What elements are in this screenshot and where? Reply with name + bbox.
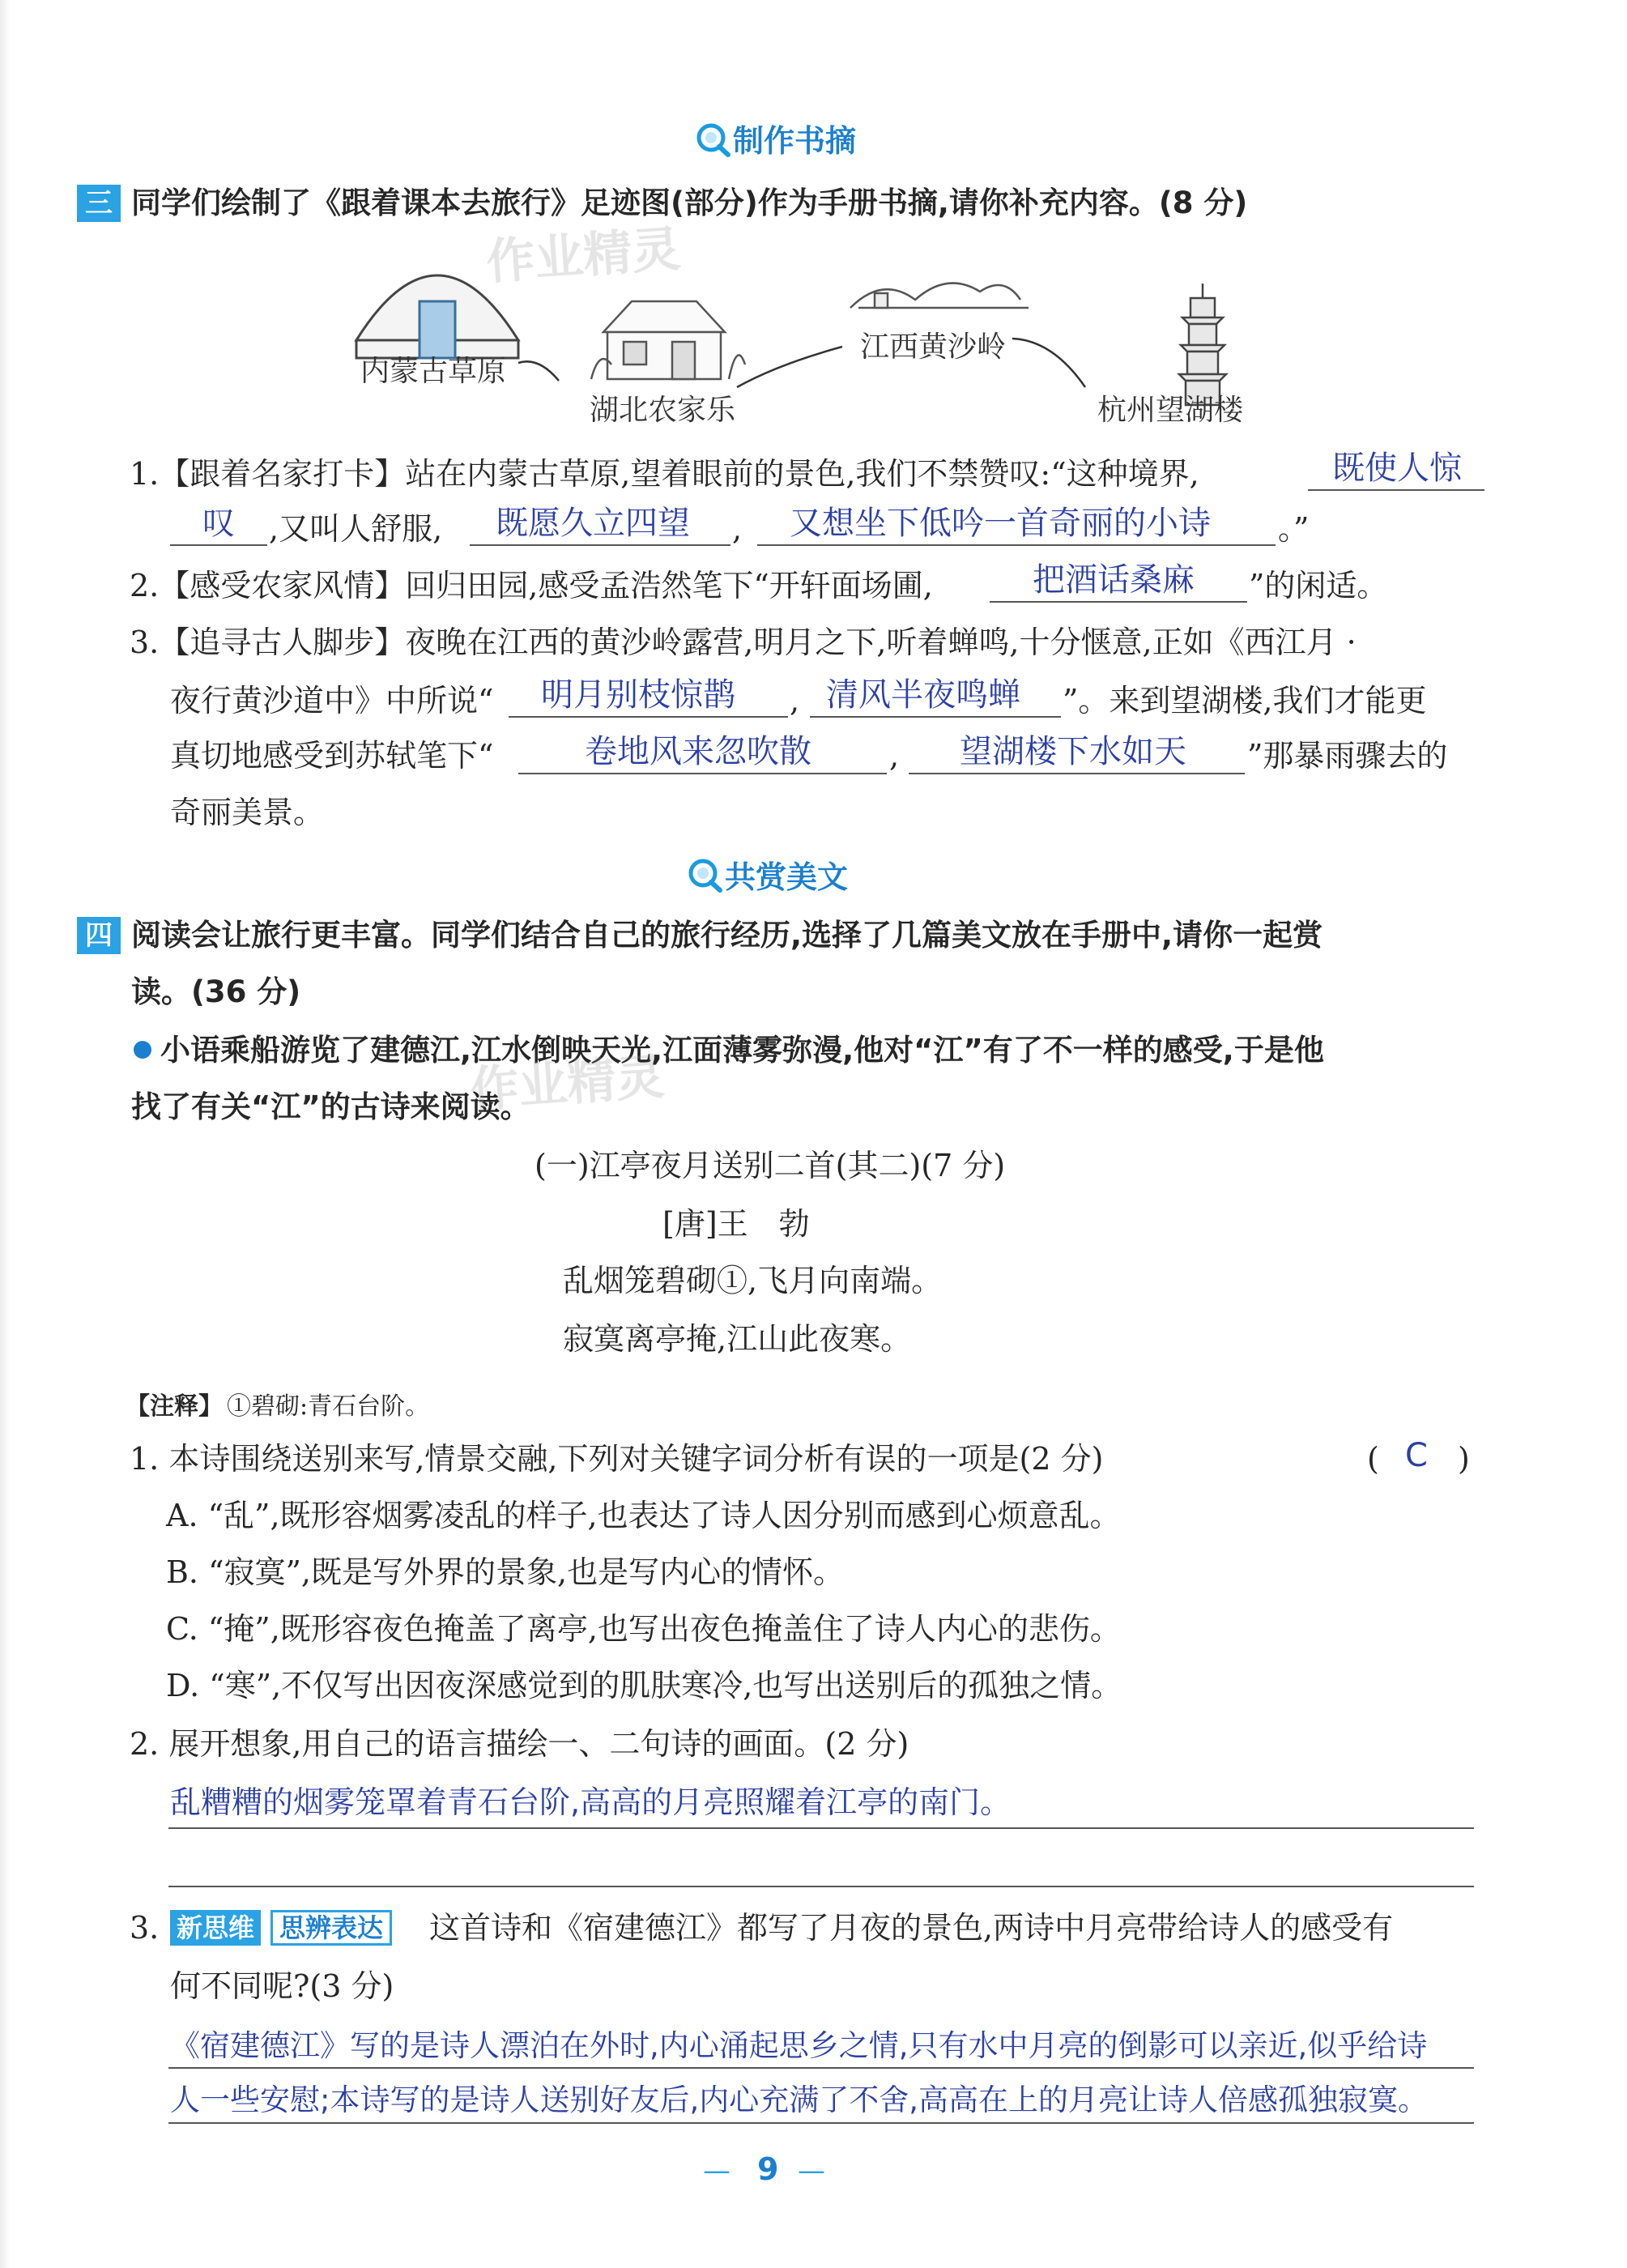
blank-line — [990, 601, 1247, 603]
q3-item2-answer: 把酒话桑麻 — [1033, 561, 1195, 599]
watermark: 作业精灵 — [468, 1048, 667, 1119]
q3-item3-answer1: 明月别枝惊鹊 — [541, 676, 735, 714]
q3-item1-line1: 1.【跟着名家打卡】站在内蒙古草原,望着眼前的景色,我们不禁赞叹:“这种境界, — [130, 456, 1199, 492]
q3-item1-text-c: , — [732, 511, 743, 547]
map-node-inner-mongolia: 内蒙古草原 — [360, 355, 507, 388]
q3-item1-answer2: 既愿久立四望 — [496, 505, 690, 542]
q3-item3-text-b: 夜行黄沙道中》中所说“ — [170, 683, 494, 718]
answer-line — [168, 1886, 1474, 1887]
yurt-icon — [356, 275, 518, 358]
q3-item1-answer3: 又想坐下低吟一首奇丽的小诗 — [790, 505, 1211, 542]
search-icon — [687, 857, 722, 893]
poem-line-1: 乱烟笼碧砌①,飞月向南端。 — [563, 1263, 943, 1298]
blank-line — [1308, 489, 1484, 491]
answer-line — [168, 1827, 1474, 1829]
blank-line — [470, 544, 730, 546]
sq3-stem-line2: 何不同呢?(3 分) — [170, 1968, 394, 2004]
note-label: 【注释】 — [126, 1392, 223, 1421]
q3-item3-text-g: ”那暴雨骤去的 — [1247, 738, 1448, 774]
question-4-prompt-line1: 阅读会让旅行更丰富。同学们结合自己的旅行经历,选择了几篇美文放在手册中,请你一起赏 — [131, 918, 1323, 953]
q3-item1-answer1b: 叹 — [202, 505, 235, 542]
sq1-option-c: C. “掩”,既形容夜色掩盖了离亭,也写出夜色掩盖住了诗人内心的悲伤。 — [166, 1611, 1121, 1647]
tag-critical-expression: 思辨表达 — [270, 1910, 392, 1946]
note-text: ①碧砌:青石台阶。 — [227, 1392, 430, 1421]
q3-item3-text-h: 奇丽美景。 — [170, 795, 325, 830]
blank-line — [810, 716, 1061, 718]
page-edge — [0, 0, 10, 2268]
q3-item3-text-e: 真切地感受到苏轼笔下“ — [170, 738, 494, 774]
section-title-excerpt: 制作书摘 — [733, 123, 857, 159]
q3-item3-text-d: ”。来到望湖楼,我们才能更 — [1063, 683, 1427, 718]
sq1-paren-right: ) — [1458, 1441, 1470, 1477]
blank-line — [509, 716, 788, 718]
poem-title: (一)江亭夜月送别二首(其二)(7 分) — [535, 1148, 1006, 1183]
farmhouse-icon — [591, 301, 745, 379]
sq1-answer: C — [1405, 1437, 1428, 1474]
map-node-hubei: 湖北农家乐 — [590, 394, 736, 427]
q4-intro-line2: 找了有关“江”的古诗来阅读。 — [131, 1089, 530, 1124]
map-node-hangzhou: 杭州望湖楼 — [1097, 394, 1244, 427]
sq3-answer-line2: 人一些安慰;本诗写的是诗人送别好友后,内心充满了不舍,高高在上的月亮让诗人倍感孤独寂寞。 — [170, 2083, 1428, 2117]
q4-intro-line1: 小语乘船游览了建德江,江水倒映天光,江面薄雾弥漫,他对“江”有了不一样的感受,于是他 — [160, 1033, 1324, 1068]
answer-line — [168, 2122, 1474, 2124]
sq1-option-a: A. “乱”,既形容烟雾凌乱的样子,也表达了诗人因分别而感到心烦意乱。 — [166, 1498, 1121, 1533]
q3-item3-answer4: 望湖楼下水如天 — [960, 733, 1186, 770]
question-4-prompt-line2: 读。(36 分) — [131, 974, 301, 1009]
q3-item3-text-f: , — [889, 738, 900, 774]
bullet-dot-icon — [134, 1041, 151, 1059]
sq2-answer: 乱糟糟的烟雾笼罩着青石台阶,高高的月亮照耀着江亭的南门。 — [170, 1784, 1012, 1820]
tag-new-thinking: 新思维 — [170, 1910, 261, 1946]
sq1-option-d: D. “寒”,不仅写出因夜深感觉到的肌肤寒冷,也写出送别后的孤独之情。 — [166, 1668, 1122, 1703]
map-node-jiangxi: 江西黄沙岭 — [860, 330, 1007, 364]
footer-dash-left: — — [703, 2155, 730, 2187]
sq3-stem-line1: 这首诗和《宿建德江》都写了月夜的景色,两诗中月亮带给诗人的感受有 — [429, 1910, 1394, 1946]
mountain-icon — [850, 284, 1029, 308]
question-3-prompt: 同学们绘制了《跟着课本去旅行》足迹图(部分)作为手册书摘,请你补充内容。(8 分) — [131, 185, 1248, 220]
q3-item3-answer3: 卷地风来忽吹散 — [585, 733, 811, 770]
sq1-stem: 1. 本诗围绕送别来写,情景交融,下列对关键字词分析有误的一项是(2 分) — [130, 1441, 1104, 1477]
watermark: 作业精灵 — [484, 220, 683, 292]
poem-author: [唐]王 勃 — [662, 1206, 810, 1242]
q3-item2-text-a: 2.【感受农家风情】回归田园,感受孟浩然笔下“开轩面场圃, — [130, 568, 933, 603]
sq2-stem: 2. 展开想象,用自己的语言描绘一、二句诗的画面。(2 分) — [130, 1726, 909, 1762]
sq1-option-b: B. “寂寞”,既是写外界的景象,也是写内心的情怀。 — [166, 1554, 845, 1590]
blank-line — [518, 773, 887, 774]
blank-line — [909, 773, 1245, 774]
section-title-read: 共赏美文 — [725, 859, 849, 895]
q3-item3-line1: 3.【追寻古人脚步】夜晚在江西的黄沙岭露营,明月之下,听着蝉鸣,十分惬意,正如《西江月 · — [130, 625, 1357, 660]
poem-line-2: 寂寞离亭掩,江山此夜寒。 — [563, 1321, 912, 1357]
blank-line — [757, 544, 1276, 546]
sq3-number: 3. — [130, 1910, 160, 1946]
page-number: 9 — [757, 2151, 779, 2187]
answer-line — [168, 2067, 1474, 2069]
q3-item1-answer1a: 既使人惊 — [1332, 450, 1462, 487]
q3-item2-text-b: ”的闲适。 — [1249, 568, 1388, 603]
question-badge-4: 四 — [77, 917, 121, 954]
q3-item3-text-c: , — [790, 683, 800, 718]
q3-item1-text-d: 。” — [1278, 511, 1310, 547]
footer-dash-right: — — [798, 2155, 825, 2187]
question-badge-3: 三 — [77, 185, 121, 222]
q3-item1-text-b: ,又叫人舒服, — [269, 511, 443, 547]
q3-item3-answer2: 清风半夜鸣蝉 — [826, 676, 1020, 714]
search-icon — [695, 122, 730, 157]
blank-line — [170, 544, 267, 546]
sq3-answer-line1: 《宿建德江》写的是诗人漂泊在外时,内心涌起思乡之情,只有水中月亮的倒影可以亲近,似乎给诗 — [170, 2028, 1428, 2063]
sq1-paren-left: ( — [1367, 1441, 1379, 1477]
